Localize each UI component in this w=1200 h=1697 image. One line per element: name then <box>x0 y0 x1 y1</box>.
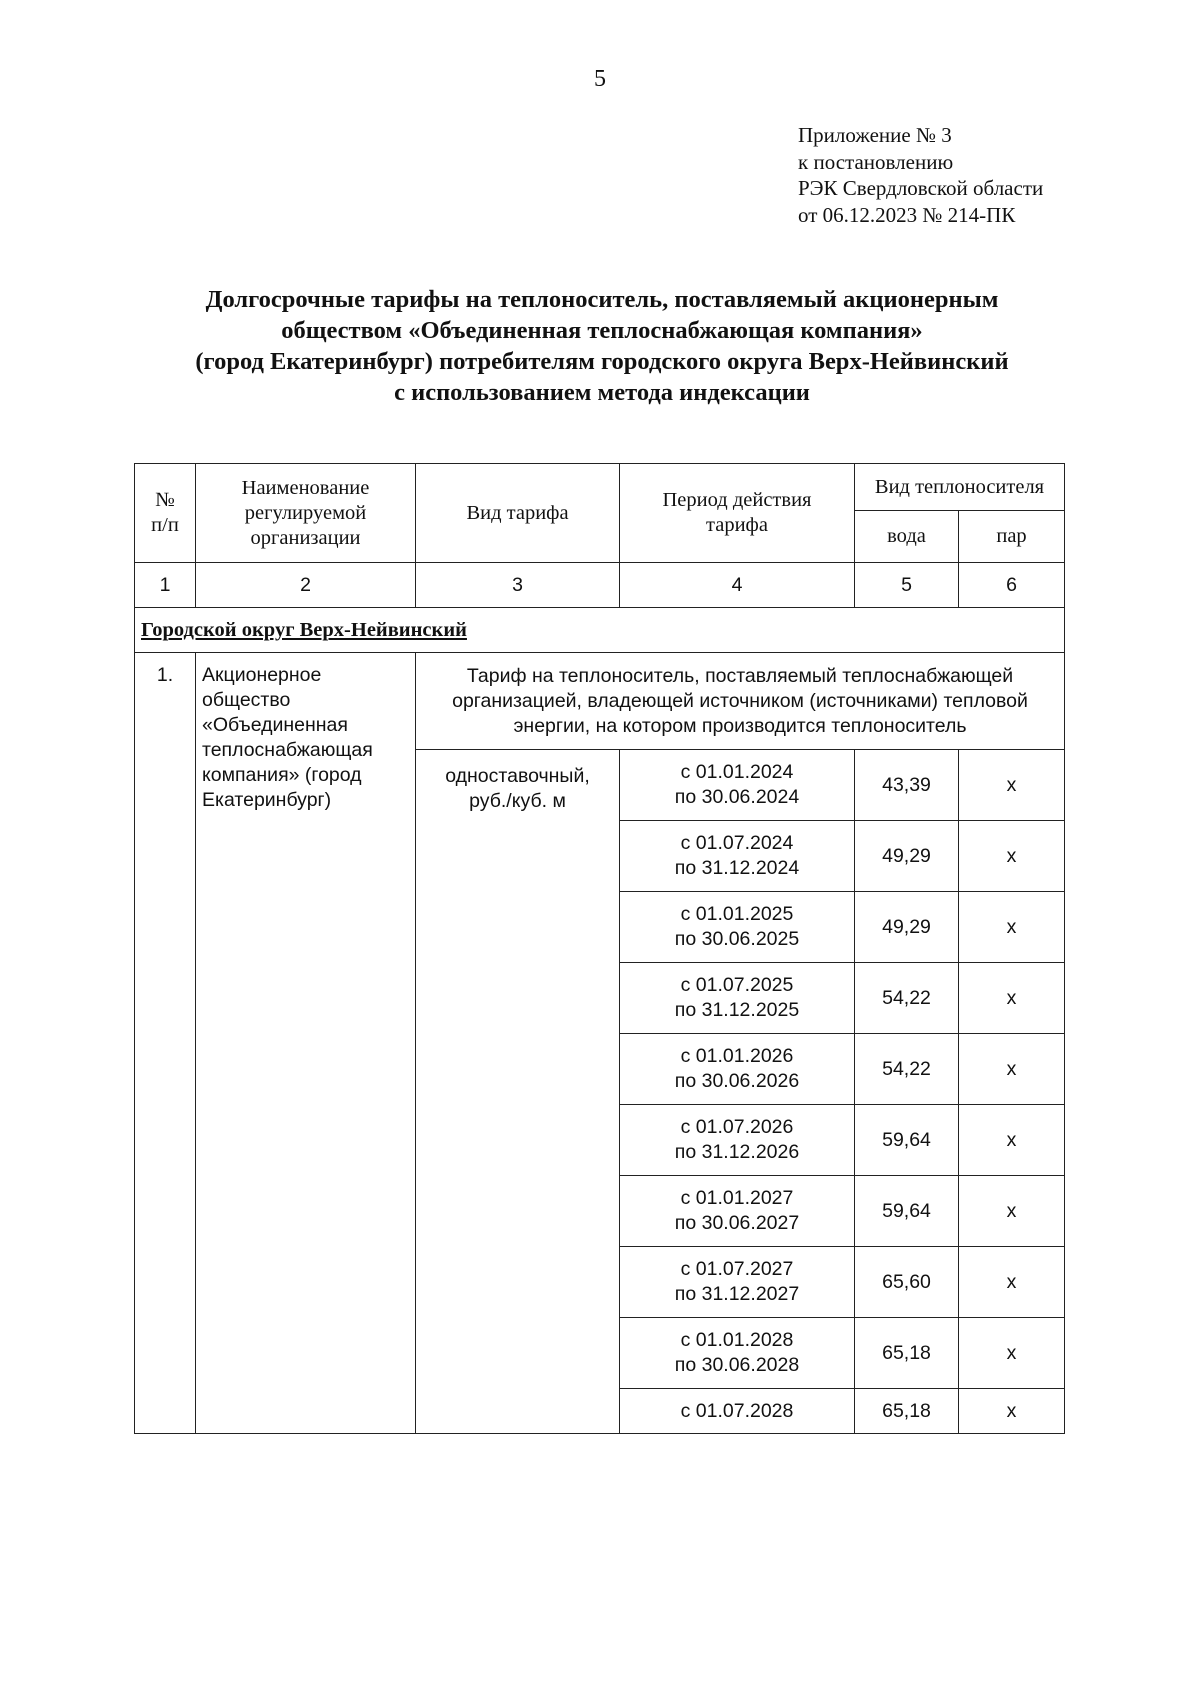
water-value: 54,22 <box>855 963 959 1034</box>
period-from: с 01.01.2028 <box>680 1329 794 1351</box>
column-number-row <box>135 563 1065 608</box>
header-row-top <box>135 464 1065 511</box>
organization-line: теплоснабжающая <box>202 739 373 761</box>
header-period-line: Период действия <box>662 489 812 511</box>
description-line: Тариф на теплоноситель, поставляемый теплоснабжающей <box>466 664 1014 687</box>
description-row <box>135 653 1065 750</box>
organization-line: общество <box>202 689 291 711</box>
header-num <box>135 464 196 563</box>
header-num-line: № <box>155 489 175 511</box>
tariff-type-line: одноставочный, <box>445 765 590 787</box>
title-line: с использованием метода индексации <box>394 379 810 406</box>
period-from: с 01.01.2026 <box>680 1045 794 1067</box>
period-cell <box>620 1318 855 1389</box>
period-from: с 01.07.2026 <box>680 1116 794 1138</box>
period-from: с 01.07.2027 <box>680 1258 794 1280</box>
steam-value: х <box>959 1318 1065 1389</box>
period-cell <box>620 963 855 1034</box>
steam-value: х <box>959 1034 1065 1105</box>
period-to: по 31.12.2024 <box>674 857 800 879</box>
steam-value: х <box>959 892 1065 963</box>
period-cell <box>620 821 855 892</box>
period-from: с 01.07.2024 <box>680 832 794 854</box>
tariff-type <box>416 750 620 1434</box>
column-number: 3 <box>416 563 620 608</box>
period-cell <box>620 1389 855 1434</box>
column-number: 2 <box>196 563 416 608</box>
header-steam: пар <box>959 511 1065 563</box>
organization-name <box>196 653 416 1434</box>
period-from: с 01.01.2024 <box>680 761 794 783</box>
header-period <box>620 464 855 563</box>
header-org <box>196 464 416 563</box>
organization-line: «Объединенная <box>202 714 348 736</box>
title-line: обществом «Объединенная теплоснабжающая компания» <box>281 317 923 344</box>
period-cell <box>620 1247 855 1318</box>
description-line: энергии, на котором производится теплоноситель <box>513 714 967 737</box>
section-title: Городской округ Верх-Нейвинский <box>135 608 1065 653</box>
tariff-description <box>416 653 1065 750</box>
steam-value: х <box>959 1389 1065 1434</box>
period-cell <box>620 892 855 963</box>
header-tariff-type: Вид тарифа <box>416 464 620 563</box>
header-water: вода <box>855 511 959 563</box>
description-line: организацией, владеющей источником (источниками) тепловой <box>452 689 1028 712</box>
appendix-line: от 06.12.2023 № 214-ПК <box>798 202 1016 227</box>
period-from: с 01.01.2025 <box>680 903 794 925</box>
column-number: 1 <box>135 563 196 608</box>
header-num-line: п/п <box>151 514 179 536</box>
steam-value: х <box>959 1247 1065 1318</box>
period-to: по 31.12.2027 <box>674 1283 800 1305</box>
header-org-line: регулируемой <box>244 501 367 524</box>
steam-value: х <box>959 963 1065 1034</box>
water-value: 65,18 <box>855 1318 959 1389</box>
water-value: 59,64 <box>855 1176 959 1247</box>
title-line: (город Екатеринбург) потребителям городского округа Верх-Нейвинский <box>195 348 1009 375</box>
page-number: 5 <box>594 66 606 92</box>
appendix-line: Приложение № 3 <box>798 123 952 147</box>
header-period-line: тарифа <box>706 514 768 536</box>
period-cell <box>620 750 855 821</box>
organization-line: Екатеринбург) <box>202 789 332 811</box>
period-to: по 30.06.2025 <box>674 928 800 950</box>
tariff-type-line: руб./куб. м <box>469 790 566 812</box>
steam-value: х <box>959 1176 1065 1247</box>
period-to: по 30.06.2027 <box>674 1212 800 1234</box>
appendix-note <box>798 122 1043 228</box>
appendix-line: РЭК Свердловской области <box>798 176 1044 200</box>
header-org-line: Наименование <box>241 476 370 499</box>
tariff-table <box>134 463 1065 1434</box>
water-value: 65,60 <box>855 1247 959 1318</box>
period-from: с 01.01.2027 <box>680 1187 794 1209</box>
steam-value: х <box>959 750 1065 821</box>
column-number: 6 <box>959 563 1065 608</box>
document-title <box>100 284 1104 408</box>
period-from: с 01.07.2025 <box>680 974 794 996</box>
column-number: 4 <box>620 563 855 608</box>
tariff-table-wrapper <box>134 463 1064 1434</box>
steam-value: х <box>959 1105 1065 1176</box>
period-cell <box>620 1176 855 1247</box>
header-carrier: Вид теплоносителя <box>855 464 1065 511</box>
title-line: Долгосрочные тарифы на теплоноситель, поставляемый акционерным <box>205 286 999 313</box>
water-value: 65,18 <box>855 1389 959 1434</box>
period-to: по 30.06.2028 <box>674 1354 800 1376</box>
header-org-line: организации <box>250 526 361 549</box>
water-value: 54,22 <box>855 1034 959 1105</box>
period-to: по 31.12.2026 <box>674 1141 800 1163</box>
period-to: по 30.06.2024 <box>674 786 800 808</box>
column-number: 5 <box>855 563 959 608</box>
water-value: 43,39 <box>855 750 959 821</box>
water-value: 59,64 <box>855 1105 959 1176</box>
organization-line: Акционерное <box>202 664 322 686</box>
organization-line: компания» (город <box>202 764 362 786</box>
period-cell <box>620 1034 855 1105</box>
period-cell <box>620 1105 855 1176</box>
row-number: 1. <box>135 653 196 1434</box>
water-value: 49,29 <box>855 821 959 892</box>
water-value: 49,29 <box>855 892 959 963</box>
period-to: по 30.06.2026 <box>674 1070 800 1092</box>
section-row <box>135 608 1065 653</box>
steam-value: х <box>959 821 1065 892</box>
appendix-line: к постановлению <box>798 149 954 174</box>
period-to: по 31.12.2025 <box>674 999 800 1021</box>
period-from: с 01.07.2028 <box>680 1399 794 1422</box>
